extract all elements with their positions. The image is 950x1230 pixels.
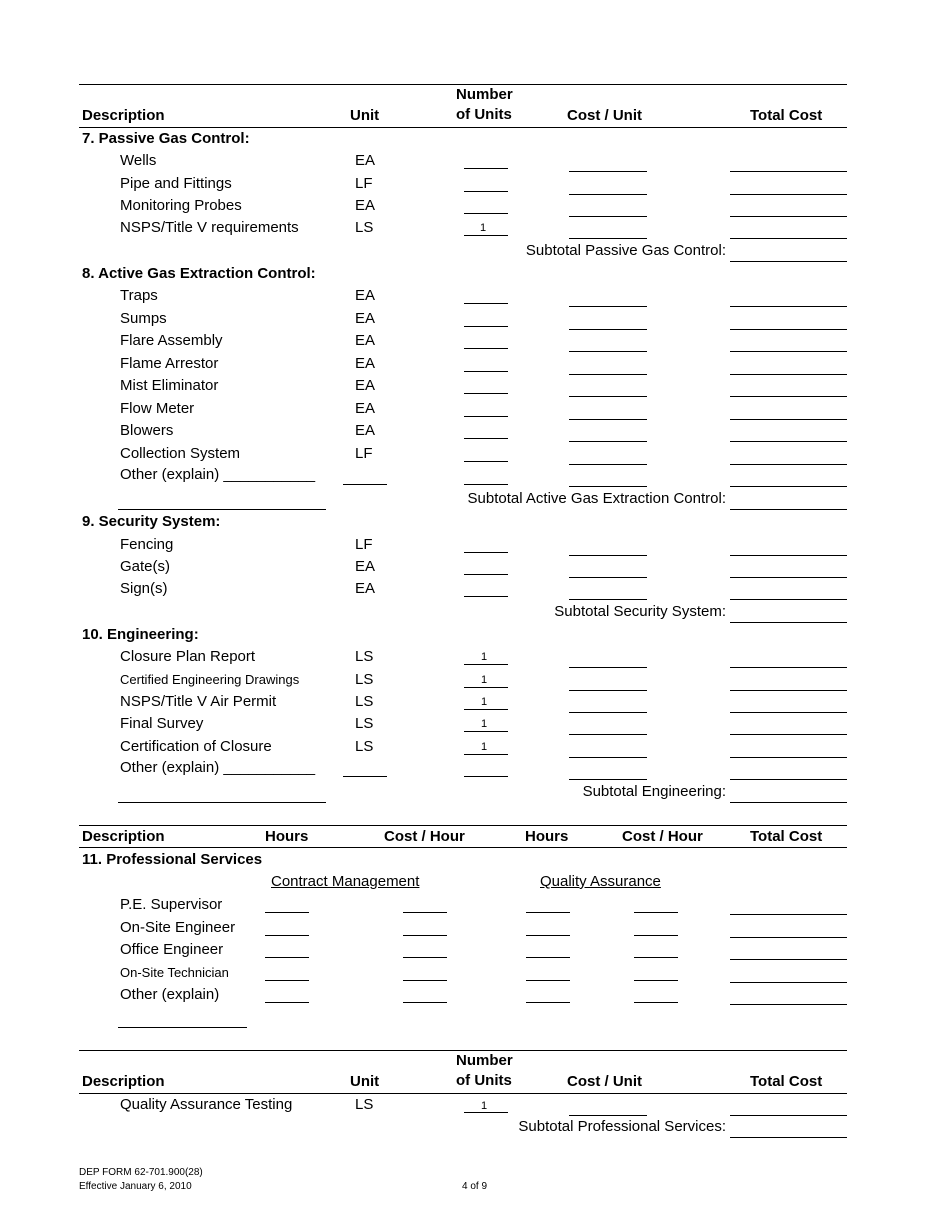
- total-cost-field[interactable]: [730, 577, 847, 578]
- subtotal-field[interactable]: [730, 261, 847, 262]
- hours-field[interactable]: [265, 935, 309, 936]
- header-unit: Unit: [350, 1073, 380, 1090]
- units-field[interactable]: [464, 235, 508, 236]
- total-cost-field[interactable]: [730, 959, 847, 960]
- staff-label: On-Site Technician: [120, 965, 229, 980]
- item-label: Certification of Closure: [120, 738, 272, 755]
- total-cost-field[interactable]: [730, 1004, 847, 1005]
- total-cost-field[interactable]: [730, 914, 847, 915]
- staff-label: Other (explain): [120, 986, 220, 1003]
- header-number: Number: [456, 86, 513, 103]
- total-cost-field[interactable]: [730, 1115, 847, 1116]
- units-field[interactable]: [464, 326, 508, 327]
- item-label: Traps: [120, 287, 158, 304]
- item-unit: LS: [355, 671, 374, 688]
- hours-field[interactable]: [265, 1002, 309, 1003]
- total-cost-field[interactable]: [730, 486, 847, 487]
- header-cost-hour: Cost / Hour: [384, 828, 465, 845]
- units-value: 1: [481, 651, 488, 663]
- item-unit: LS: [355, 738, 374, 755]
- cost-unit-field[interactable]: [569, 419, 647, 420]
- header-unit: Unit: [350, 107, 380, 124]
- units-field[interactable]: [464, 303, 508, 304]
- table2-top-rule: [79, 825, 847, 826]
- units-field[interactable]: [464, 574, 508, 575]
- total-cost-field[interactable]: [730, 982, 847, 983]
- subtotal-label: Subtotal Engineering:: [582, 783, 726, 800]
- staff-label: Office Engineer: [120, 941, 224, 958]
- item-unit: EA: [355, 152, 376, 169]
- total-cost-field[interactable]: [730, 194, 847, 195]
- units-field[interactable]: [464, 484, 508, 485]
- section-7-title: 7. Passive Gas Control:: [82, 130, 250, 147]
- hours-field[interactable]: [526, 957, 570, 958]
- header-total-cost: Total Cost: [750, 828, 823, 845]
- item-unit: LF: [355, 175, 373, 192]
- total-cost-field[interactable]: [730, 690, 847, 691]
- cost-unit-field[interactable]: [569, 171, 647, 172]
- item-unit: EA: [355, 197, 376, 214]
- item-unit: EA: [355, 400, 376, 417]
- item-unit: LF: [355, 445, 373, 462]
- footer-form-id: DEP FORM 62-701.900(28): [79, 1167, 203, 1178]
- cost-unit-field[interactable]: [569, 464, 647, 465]
- units-field[interactable]: [464, 371, 508, 372]
- item-label: Fencing: [120, 536, 174, 553]
- units-field[interactable]: [464, 776, 508, 777]
- item-unit: LS: [355, 648, 374, 665]
- units-value: 1: [481, 718, 488, 730]
- cost-unit-field[interactable]: [569, 396, 647, 397]
- section-8-title: 8. Active Gas Extraction Control:: [82, 265, 316, 282]
- units-value: 1: [481, 741, 488, 753]
- header-cost-unit: Cost / Unit: [567, 1073, 642, 1090]
- units-field[interactable]: [464, 393, 508, 394]
- item-label: NSPS/Title V Air Permit: [120, 693, 277, 710]
- subtotal-field[interactable]: [730, 802, 847, 803]
- total-cost-field[interactable]: [730, 441, 847, 442]
- cost-hour-field[interactable]: [403, 980, 447, 981]
- item-label: Final Survey: [120, 715, 204, 732]
- cost-hour-field[interactable]: [403, 912, 447, 913]
- item-unit: EA: [355, 422, 376, 439]
- cost-unit-field[interactable]: [569, 577, 647, 578]
- cost-hour-field[interactable]: [634, 1002, 678, 1003]
- cost-unit-field[interactable]: [569, 238, 647, 239]
- hours-field[interactable]: [526, 980, 570, 981]
- cost-unit-field[interactable]: [569, 667, 647, 668]
- item-label: Wells: [120, 152, 157, 169]
- staff-label: On-Site Engineer: [120, 919, 236, 936]
- unit-field[interactable]: [343, 484, 387, 485]
- units-field[interactable]: [464, 213, 508, 214]
- table1-top-rule: [79, 84, 847, 85]
- cost-unit-field[interactable]: [569, 486, 647, 487]
- units-field[interactable]: [464, 664, 508, 665]
- cost-hour-field[interactable]: [403, 957, 447, 958]
- footer-effective-date: Effective January 6, 2010: [79, 1181, 192, 1192]
- hours-field[interactable]: [265, 912, 309, 913]
- units-field[interactable]: [464, 461, 508, 462]
- header-hours: Hours: [525, 828, 569, 845]
- units-field[interactable]: [464, 709, 508, 710]
- total-cost-field[interactable]: [730, 599, 847, 600]
- other-explain-label: Other (explain) ___________: [120, 759, 316, 776]
- header-hours: Hours: [265, 828, 309, 845]
- cost-unit-field[interactable]: [569, 1115, 647, 1116]
- header-total-cost: Total Cost: [750, 1073, 823, 1090]
- item-label: Flow Meter: [120, 400, 195, 417]
- hours-field[interactable]: [526, 912, 570, 913]
- cost-unit-field[interactable]: [569, 216, 647, 217]
- subtotal-label: Subtotal Passive Gas Control:: [525, 242, 726, 259]
- cost-unit-field[interactable]: [569, 194, 647, 195]
- cost-unit-field[interactable]: [569, 555, 647, 556]
- cost-unit-field[interactable]: [569, 734, 647, 735]
- total-cost-field[interactable]: [730, 171, 847, 172]
- subtotal-label: Subtotal Active Gas Extraction Control:: [467, 490, 726, 507]
- cost-unit-field[interactable]: [569, 441, 647, 442]
- item-label: Quality Assurance Testing: [120, 1096, 293, 1113]
- subtotal-field[interactable]: [730, 1137, 847, 1138]
- header-total-cost: Total Cost: [750, 107, 823, 124]
- cost-hour-field[interactable]: [403, 1002, 447, 1003]
- item-unit: LS: [355, 715, 374, 732]
- units-field[interactable]: [464, 1112, 508, 1113]
- item-label: Monitoring Probes: [120, 197, 242, 214]
- cost-unit-field[interactable]: [569, 599, 647, 600]
- subtotal-label: Subtotal Security System:: [554, 603, 726, 620]
- hours-field[interactable]: [265, 957, 309, 958]
- units-field[interactable]: [464, 687, 508, 688]
- total-cost-field[interactable]: [730, 555, 847, 556]
- item-label: Flare Assembly: [120, 332, 223, 349]
- header-cost-hour: Cost / Hour: [622, 828, 703, 845]
- cost-hour-field[interactable]: [634, 935, 678, 936]
- unit-field[interactable]: [343, 776, 387, 777]
- subtotal-field[interactable]: [730, 509, 847, 510]
- units-value: 1: [480, 222, 487, 234]
- header-description: Description: [82, 1073, 165, 1090]
- units-field[interactable]: [464, 754, 508, 755]
- staff-label: P.E. Supervisor: [120, 896, 223, 913]
- total-cost-field[interactable]: [730, 937, 847, 938]
- item-label: Pipe and Fittings: [120, 175, 232, 192]
- total-cost-field[interactable]: [730, 779, 847, 780]
- total-cost-field[interactable]: [730, 216, 847, 217]
- units-field[interactable]: [464, 416, 508, 417]
- hours-field[interactable]: [526, 935, 570, 936]
- cost-unit-field[interactable]: [569, 351, 647, 352]
- cost-unit-field[interactable]: [569, 329, 647, 330]
- item-label: Flame Arrestor: [120, 355, 219, 372]
- item-unit: EA: [355, 332, 376, 349]
- units-value: 1: [481, 674, 488, 686]
- header-cost-unit: Cost / Unit: [567, 107, 642, 124]
- item-label: Certified Engineering Drawings: [120, 672, 300, 687]
- cost-unit-field[interactable]: [569, 779, 647, 780]
- cost-unit-field[interactable]: [569, 306, 647, 307]
- item-unit: EA: [355, 287, 376, 304]
- header-of-units: of Units: [456, 106, 512, 123]
- subtotal-label: Subtotal Professional Services:: [518, 1118, 726, 1135]
- total-cost-field[interactable]: [730, 329, 847, 330]
- units-field[interactable]: [464, 438, 508, 439]
- section-9-title: 9. Security System:: [82, 513, 221, 530]
- total-cost-field[interactable]: [730, 464, 847, 465]
- subtotal-field[interactable]: [730, 622, 847, 623]
- item-unit: EA: [355, 355, 376, 372]
- other-explain-line[interactable]: [118, 802, 326, 803]
- quality-assurance-heading: Quality Assurance: [540, 873, 661, 890]
- total-cost-field[interactable]: [730, 667, 847, 668]
- cost-hour-field[interactable]: [634, 957, 678, 958]
- item-unit: EA: [355, 377, 376, 394]
- cost-unit-field[interactable]: [569, 690, 647, 691]
- header-of-units: of Units: [456, 1072, 512, 1089]
- item-label: Sign(s): [120, 580, 168, 597]
- total-cost-field[interactable]: [730, 419, 847, 420]
- item-label: Gate(s): [120, 558, 171, 575]
- item-unit: EA: [355, 558, 376, 575]
- item-label: Blowers: [120, 422, 174, 439]
- item-label: Closure Plan Report: [120, 648, 256, 665]
- units-value: 1: [481, 1100, 488, 1112]
- units-value: 1: [481, 696, 488, 708]
- item-label: Sumps: [120, 310, 167, 327]
- hours-field[interactable]: [265, 980, 309, 981]
- table1-header-rule: [79, 127, 847, 128]
- units-field[interactable]: [464, 552, 508, 553]
- other-explain-line[interactable]: [118, 509, 326, 510]
- units-field[interactable]: [464, 191, 508, 192]
- item-unit: LS: [355, 693, 374, 710]
- total-cost-field[interactable]: [730, 757, 847, 758]
- contract-management-heading: Contract Management: [271, 873, 420, 890]
- section-11-title: 11. Professional Services: [82, 851, 263, 868]
- other-explain-line[interactable]: [118, 1027, 247, 1028]
- cost-hour-field[interactable]: [403, 935, 447, 936]
- total-cost-field[interactable]: [730, 351, 847, 352]
- table2-header-rule: [79, 847, 847, 848]
- total-cost-field[interactable]: [730, 374, 847, 375]
- units-field[interactable]: [464, 348, 508, 349]
- units-field[interactable]: [464, 168, 508, 169]
- section-10-title: 10. Engineering:: [82, 626, 199, 643]
- units-field[interactable]: [464, 731, 508, 732]
- total-cost-field[interactable]: [730, 238, 847, 239]
- item-unit: LF: [355, 536, 373, 553]
- header-number: Number: [456, 1052, 513, 1069]
- cost-unit-field[interactable]: [569, 374, 647, 375]
- total-cost-field[interactable]: [730, 734, 847, 735]
- cost-hour-field[interactable]: [634, 980, 678, 981]
- item-unit: LS: [355, 1096, 374, 1113]
- item-label: NSPS/Title V requirements: [120, 219, 299, 236]
- total-cost-field[interactable]: [730, 712, 847, 713]
- item-label: Collection System: [120, 445, 241, 462]
- item-unit: EA: [355, 310, 376, 327]
- header-description: Description: [82, 107, 165, 124]
- table3-header-rule: [79, 1093, 847, 1094]
- hours-field[interactable]: [526, 1002, 570, 1003]
- item-label: Mist Eliminator: [120, 377, 219, 394]
- total-cost-field[interactable]: [730, 396, 847, 397]
- item-unit: EA: [355, 580, 376, 597]
- table3-top-rule: [79, 1050, 847, 1051]
- cost-hour-field[interactable]: [634, 912, 678, 913]
- footer-page-number: 4 of 9: [462, 1181, 488, 1192]
- cost-unit-field[interactable]: [569, 712, 647, 713]
- cost-unit-field[interactable]: [569, 757, 647, 758]
- item-unit: LS: [355, 219, 374, 236]
- units-field[interactable]: [464, 596, 508, 597]
- total-cost-field[interactable]: [730, 306, 847, 307]
- header-description: Description: [82, 828, 165, 845]
- other-explain-label: Other (explain) ___________: [120, 466, 316, 483]
